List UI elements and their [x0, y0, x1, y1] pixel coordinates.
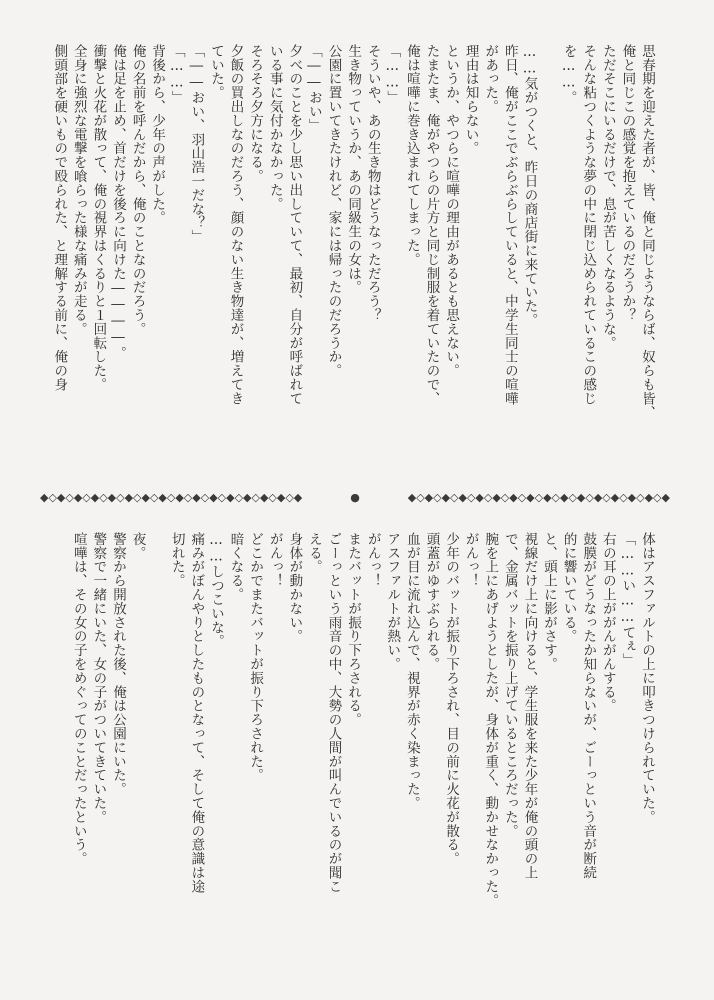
- text-line: ただそこにいるだけで、息が苦しくなるような。: [599, 44, 616, 350]
- text-line: 生き物っていうか、あの同級生の女は。: [345, 44, 362, 295]
- text-line: 公園に置いてきたけれど、家には帰ったのだろうか。: [325, 44, 342, 378]
- text-line: 理由は知らない。: [462, 44, 479, 156]
- text-line: 的に響いている。: [560, 532, 577, 644]
- text-line: ……気がつくと、昨日の商店街に来ていた。: [521, 44, 538, 327]
- text-line: そろそろ夕方になる。: [247, 44, 264, 183]
- text-line: 頭蓋がゆすぶられる。: [423, 532, 440, 671]
- text-line: 警察から開放された後、俺は公園にいた。: [109, 532, 126, 797]
- text-line: ごーっという雨音の中、大勢の人間が叫んでいるのが聞こ: [325, 532, 342, 894]
- text-line: 鼓膜がどうなったか知らないが、ごーっという音が断続: [580, 532, 597, 880]
- text-line: 切れた。: [168, 532, 185, 588]
- text-line: というか、やつらに喧嘩の理由があるとも思えない。: [443, 44, 460, 378]
- text-line: 俺は足を止め、首だけを後ろに向けた――――。: [109, 44, 126, 360]
- text-line: ……しつこいな。: [207, 532, 224, 649]
- text-line: 暗くなる。: [227, 532, 244, 602]
- text-line: と、頭上に影がさす。: [541, 532, 558, 671]
- text-line: 痛みがぼんやりとしたものとなって、そして俺の意識は途: [188, 532, 205, 894]
- text-line: [147, 532, 167, 952]
- text-line: 腕を上にあげようとしたが、身体が重く、動かせなかった。: [482, 532, 499, 908]
- text-line: 俺と同じこの感覚を抱えているのだろうか？: [619, 44, 636, 322]
- text-line: いる事に気付かなかった。: [266, 44, 283, 211]
- text-line: があった。: [482, 44, 499, 114]
- text-line: 俺は喧嘩に巻き込まれてしまった。: [403, 44, 420, 267]
- text-line: 身体が動かない。: [286, 532, 303, 644]
- text-line: がんっ！: [364, 532, 381, 588]
- text-line: 背後から、少年の声がした。: [149, 44, 166, 225]
- text-line: 視線だけ上に向けると、学生服を来た少年が俺の頭の上: [521, 532, 538, 880]
- text-line: 側頭部を硬いもので殴られた、と理解する前に、俺の身: [51, 44, 68, 392]
- text-line: 少年のバットが振り下ろされ、目の前に火花が散る。: [443, 532, 460, 866]
- text-line: たまたま、俺がやつらの片方と同じ制服を着ていたので、: [423, 44, 440, 406]
- text-line: 全身に強烈な電撃を喰らった様な痛みが走る。: [70, 44, 87, 336]
- text-line: を……。: [560, 44, 577, 105]
- text-line: 俺の名前を呼んだから、俺のことなのだろう。: [129, 44, 146, 336]
- text-line: そんな粘つくような夢の中に閉じ込められているこの感じ: [580, 44, 597, 406]
- section-divider: [40, 492, 670, 504]
- text-line: アスファルトが熱い。: [384, 532, 401, 671]
- text-line: 思春期を迎えた者が、皆、俺と同じようならば、奴らも皆、: [639, 44, 655, 420]
- text-line: 「――おい、羽山浩一だな？」: [188, 44, 205, 244]
- text-line: で、金属バットを振り上げているところだった。: [501, 532, 518, 838]
- text-line: 血が目に流れ込んで、視界が赤く染まった。: [403, 532, 420, 810]
- text-line: 右の耳の上ががんがんする。: [599, 532, 616, 713]
- text-line: 警察で一緒にいた、女の子がついてきていた。: [90, 532, 107, 824]
- text-line: そういや、あの生き物はどうなっただろう？: [364, 44, 381, 322]
- text-line: 衝撃と火花が散って、俺の視界はくるりと１回転した。: [90, 44, 107, 392]
- text-line: 夜。: [129, 532, 146, 560]
- divider-center-dot: ●: [350, 491, 360, 504]
- divider-right-ornament: ◆◇◆◇◆◇◆◇◆◇◆◇◆◇◆◇◆◇◆◇◆◇◆◇◆◇◆◇◆◇◆: [407, 491, 670, 504]
- text-line: 「――おい」: [305, 44, 322, 133]
- text-line: 昨日、俺がここでぶらぶらしていると、中学生同士の喧嘩: [501, 44, 518, 406]
- text-line: 夕べのことを少し思い出していて、最初、自分が呼ばれて: [286, 44, 303, 406]
- text-line: [538, 44, 558, 459]
- top-text-block: [49, 44, 656, 459]
- text-line: 「……」: [168, 44, 185, 105]
- bottom-text-block: [68, 532, 656, 952]
- text-line: 「……」: [384, 44, 401, 105]
- text-line: ていた。: [207, 44, 224, 100]
- text-line: 喧嘩は、その女の子をめぐってのことだったという。: [70, 532, 87, 866]
- text-line: またバットが振り下ろされる。: [345, 532, 362, 727]
- text-line: どこかでまたバットが振り下ろされた。: [247, 532, 264, 783]
- text-line: 夕飯の買出しなのだろう、顔のない生き物達が、増えてき: [227, 44, 244, 406]
- text-line: がんっ！: [266, 532, 283, 588]
- divider-left-ornament: ◆◇◆◇◆◇◆◇◆◇◆◇◆◇◆◇◆◇◆◇◆◇◆◇◆◇◆◇◆◇◆: [40, 491, 303, 504]
- text-line: がんっ！: [462, 532, 479, 588]
- text-line: 体はアスファルトの上に叩きつけられていた。: [639, 532, 655, 824]
- text-line: 「……い……てぇ」: [619, 532, 636, 668]
- text-line: える。: [305, 532, 322, 574]
